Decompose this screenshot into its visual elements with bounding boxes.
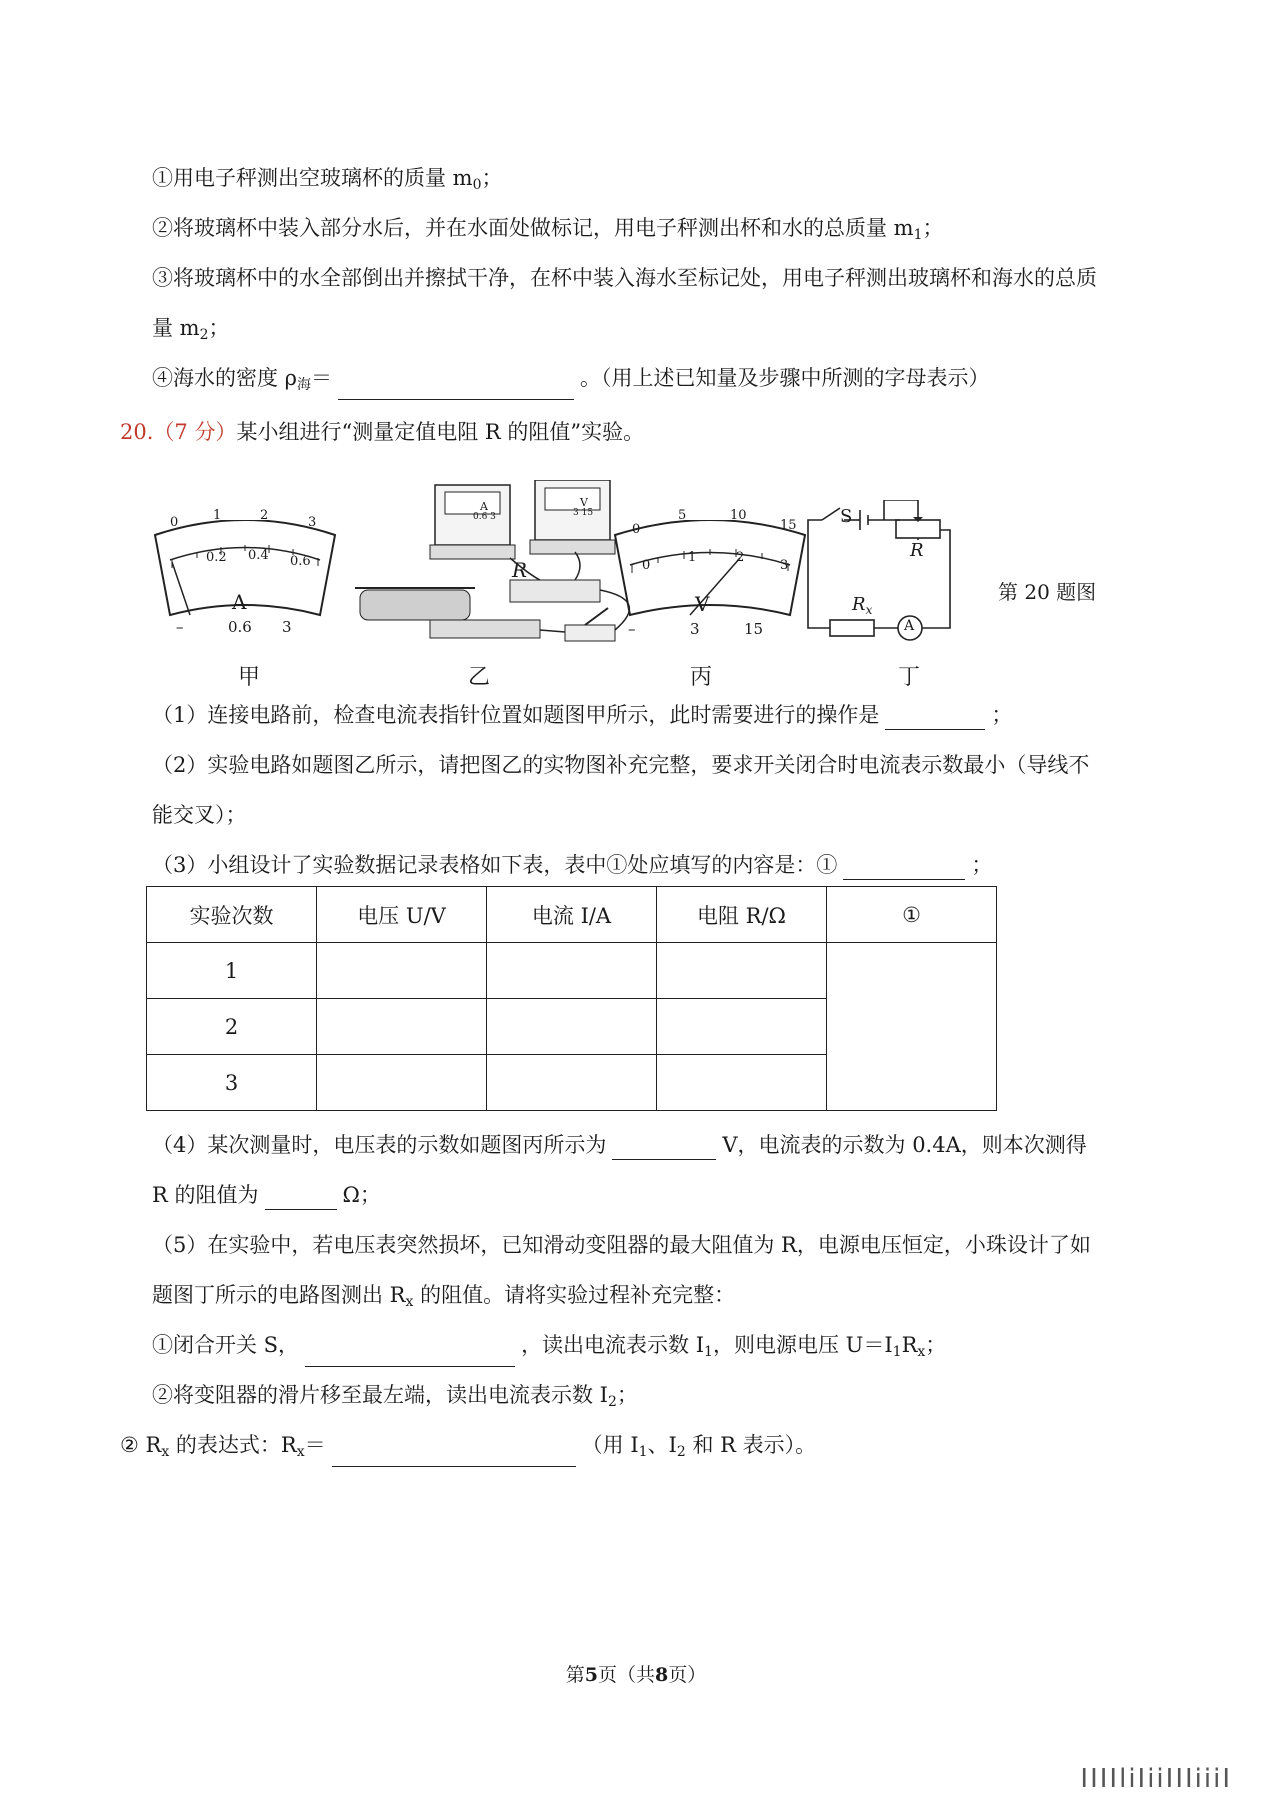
table-cell[interactable] [487, 999, 657, 1055]
step-3 [152, 263, 1097, 293]
step2-text: ②将变阻器的滑片移至最左端，读出电流表示数 I [152, 1383, 608, 1407]
table-cell[interactable] [487, 1055, 657, 1111]
expr-label: ② R [120, 1433, 162, 1457]
table-cell: 1 [147, 943, 317, 999]
circuit-switch-label: S [840, 506, 853, 527]
step-1-text: ①用电子秤测出空玻璃杯的质量 m [152, 166, 473, 190]
part1-text: （1）连接电路前，检查电流表指针位置如题图甲所示，此时需要进行的操作是 [152, 703, 880, 727]
expr-hint-b: 、I [647, 1433, 677, 1457]
step1-mid: ，读出电流表示数 I [521, 1333, 705, 1357]
table-header: 电阻 R/Ω [657, 887, 827, 943]
part4-text: （4）某次测量时，电压表的示数如题图丙所示为 [152, 1133, 607, 1157]
q20-part5-step2 [152, 1380, 638, 1417]
q20-figures [140, 480, 1100, 700]
circuit-diagram-figure [800, 500, 970, 650]
ammeter-scale-b3: 0.6 [290, 554, 311, 569]
step1-sub-a: 1 [704, 1344, 713, 1360]
density-answer-blank[interactable] [338, 377, 574, 400]
part3-end: ； [971, 853, 993, 877]
circuit-rheostat-label: R [910, 540, 924, 561]
table-cell: 3 [147, 1055, 317, 1111]
table-header: ① [827, 887, 997, 943]
step1-text: ①闭合开关 S， [152, 1333, 300, 1357]
step-2-text: ②将玻璃杯中装入部分水后，并在水面处做标记，用电子秤测出杯和水的总质量 m [152, 216, 914, 240]
step-1-sub: 0 [472, 177, 482, 193]
part5-cont-end: 的阻值。请将实验过程补充完整： [413, 1283, 736, 1307]
q20-part2-cont [152, 800, 247, 830]
step2-sub: 2 [607, 1394, 617, 1410]
part4-tail: V，电流表的示数为 0.4A，则本次测得 [722, 1133, 1087, 1157]
step1-tail: ，则电源电压 U＝I [712, 1333, 893, 1357]
q20-part5-step1 [152, 1330, 946, 1367]
voltmeter-scale-b3: 3 [780, 558, 789, 573]
table-cell[interactable] [657, 943, 827, 999]
step-4-tail: 。（用上述已知量及步骤中所测的字母表示） [580, 366, 990, 390]
step-2-end: ； [922, 216, 944, 240]
voltmeter-scale-10: 10 [730, 508, 747, 523]
voltmeter-unit: V [695, 592, 710, 616]
voltmeter-scale-b2: 2 [736, 550, 745, 565]
fig-label-jia: 甲 [238, 665, 261, 690]
circuit-rx-sub: x [865, 603, 873, 617]
rx-expression-blank[interactable] [332, 1444, 576, 1467]
setup-ammeter-label: A [480, 500, 488, 513]
part2-text: （2）实验电路如题图乙所示，请把图乙的实物图补充完整，要求开关闭合时电流表示数最小（导线不 [152, 753, 1090, 777]
voltmeter-scale-15: 15 [780, 518, 797, 533]
fig-label-yi: 乙 [468, 665, 491, 690]
ammeter-term-3: 3 [282, 618, 292, 636]
q20-part5-expr [120, 1430, 816, 1467]
ammeter-scale-1: 1 [213, 508, 222, 523]
part5-sub: x [405, 1294, 414, 1310]
q20-stem-text: 某小组进行“测量定值电阻 R 的阻值”实验。 [236, 420, 645, 444]
expr-sub-3: 1 [638, 1444, 648, 1460]
part4-cont-text: R 的阻值为 [152, 1183, 259, 1207]
table-cell[interactable] [657, 1055, 827, 1111]
circuit-ammeter-label: A [904, 618, 915, 634]
expr-hint-c: 和 R 表示）。 [685, 1433, 817, 1457]
part1-end: ； [991, 703, 1013, 727]
step-4 [152, 363, 990, 400]
voltmeter-scale-b0: 0 [642, 558, 651, 573]
q20-part2 [152, 750, 1089, 780]
step-2 [152, 213, 944, 250]
q20-part5 [152, 1230, 1091, 1260]
ammeter-scale-2: 2 [260, 508, 269, 523]
expr-hint-a: （用 I [581, 1433, 639, 1457]
footer-a: 第 [565, 1664, 585, 1686]
fig-label-bing: 丙 [690, 665, 713, 690]
step-3-text: ③将玻璃杯中的水全部倒出并擦拭干净，在杯中装入海水至标记处，用电子秤测出玻璃杯和海水的总质 [152, 266, 1097, 290]
step2-end: ； [616, 1383, 638, 1407]
step-4-eq: ＝ [311, 366, 333, 390]
step1-sub-c: x [917, 1344, 926, 1360]
table-header-row [147, 887, 997, 943]
q20-part1 [152, 700, 1012, 730]
voltage-blank[interactable] [612, 1137, 716, 1160]
q20-part5-cont [152, 1280, 735, 1317]
step1-tail2: R [901, 1333, 918, 1357]
expr-sub-2: x [296, 1444, 305, 1460]
table-cell: 2 [147, 999, 317, 1055]
resistance-blank[interactable] [265, 1187, 337, 1210]
step-3-cont [152, 313, 230, 350]
footer-page: 5 [584, 1664, 598, 1686]
q20-part4-cont [152, 1180, 381, 1210]
step-1 [152, 163, 503, 200]
table-header: 电流 I/A [487, 887, 657, 943]
step-3-cont-text: 量 m [152, 316, 200, 340]
step-1-end: ； [481, 166, 503, 190]
q20-score: （7 分） [153, 420, 237, 444]
expr-sub-1: x [161, 1444, 170, 1460]
footer-total: 8 [655, 1664, 669, 1686]
ammeter-scale-3: 3 [308, 515, 317, 530]
table-row [147, 943, 997, 999]
watermark-logo: IIIIliIiiIIIiiiI [1080, 1764, 1232, 1794]
part5-text: （5）在实验中，若电压表突然损坏，已知滑动变阻器的最大阻值为 R，电源电压恒定，小珠设计了如 [152, 1233, 1091, 1257]
voltmeter-scale-0: 0 [632, 522, 641, 537]
circuit-rx-text: R [852, 594, 866, 615]
fig-label-ding: 丁 [898, 665, 921, 690]
step-3-sub: 2 [199, 327, 209, 343]
voltmeter-scale-b1: 1 [688, 550, 697, 565]
expr-mid: 的表达式：R [169, 1433, 297, 1457]
ammeter-term-06: 0.6 [228, 618, 252, 636]
q20-number: 20. [120, 420, 154, 444]
table-cell[interactable] [317, 1055, 487, 1111]
ammeter-scale-b2: 0.4 [248, 548, 269, 563]
data-table [146, 886, 997, 1111]
part5-cont-text: 题图丁所示的电路图测出 R [152, 1283, 406, 1307]
table-header: 实验次数 [147, 887, 317, 943]
ammeter-scale-b1: 0.2 [206, 550, 227, 565]
table-cell[interactable] [487, 943, 657, 999]
circuit-rx-label [852, 594, 872, 617]
table-cell[interactable] [657, 999, 827, 1055]
q20-stem [120, 417, 644, 447]
setup-ammeter-terms: 0.6 3 [473, 512, 496, 522]
step1-blank[interactable] [305, 1344, 515, 1367]
step-2-sub: 1 [913, 227, 923, 243]
voltmeter-term-15: 15 [744, 620, 764, 638]
setup-resistor-label: R [512, 558, 528, 582]
table-header: 电压 U/V [317, 887, 487, 943]
part2-cont-text: 能交叉）； [152, 803, 247, 827]
setup-voltmeter-label: V [580, 496, 588, 509]
voltmeter-term-neg: – [628, 620, 636, 638]
ammeter-term-neg: – [176, 618, 184, 636]
voltmeter-scale-5: 5 [678, 508, 687, 523]
ammeter-scale-0: 0 [170, 515, 179, 530]
expr-sub-4: 2 [676, 1444, 686, 1460]
table-cell[interactable] [317, 943, 487, 999]
step-4-sub: 海 [297, 377, 312, 393]
q20-part4 [152, 1130, 1087, 1160]
part1-blank[interactable] [885, 707, 985, 730]
expr-eq: ＝ [304, 1433, 326, 1457]
q20-part3 [152, 850, 992, 880]
ammeter-unit: A [232, 590, 247, 614]
setup-voltmeter-terms: 3 15 [573, 508, 594, 518]
figure-caption: 第 20 题图 [998, 580, 1097, 604]
step1-end: ； [925, 1333, 947, 1357]
table-cell-merged[interactable] [827, 943, 997, 1111]
page-footer [0, 1660, 1272, 1687]
voltmeter-term-3: 3 [690, 620, 700, 638]
step1-sub-b: 1 [892, 1344, 902, 1360]
footer-b: 页（共 [597, 1664, 655, 1686]
part3-text: （3）小组设计了实验数据记录表格如下表，表中①处应填写的内容是：① [152, 853, 838, 877]
voltmeter-dial-figure [610, 520, 810, 640]
step-3-end: ； [208, 316, 230, 340]
table-cell[interactable] [317, 999, 487, 1055]
footer-c: 页） [668, 1664, 707, 1686]
part3-blank[interactable] [843, 857, 965, 880]
part4-unit: Ω； [342, 1183, 381, 1207]
step-4-text: ④海水的密度 ρ [152, 366, 298, 390]
